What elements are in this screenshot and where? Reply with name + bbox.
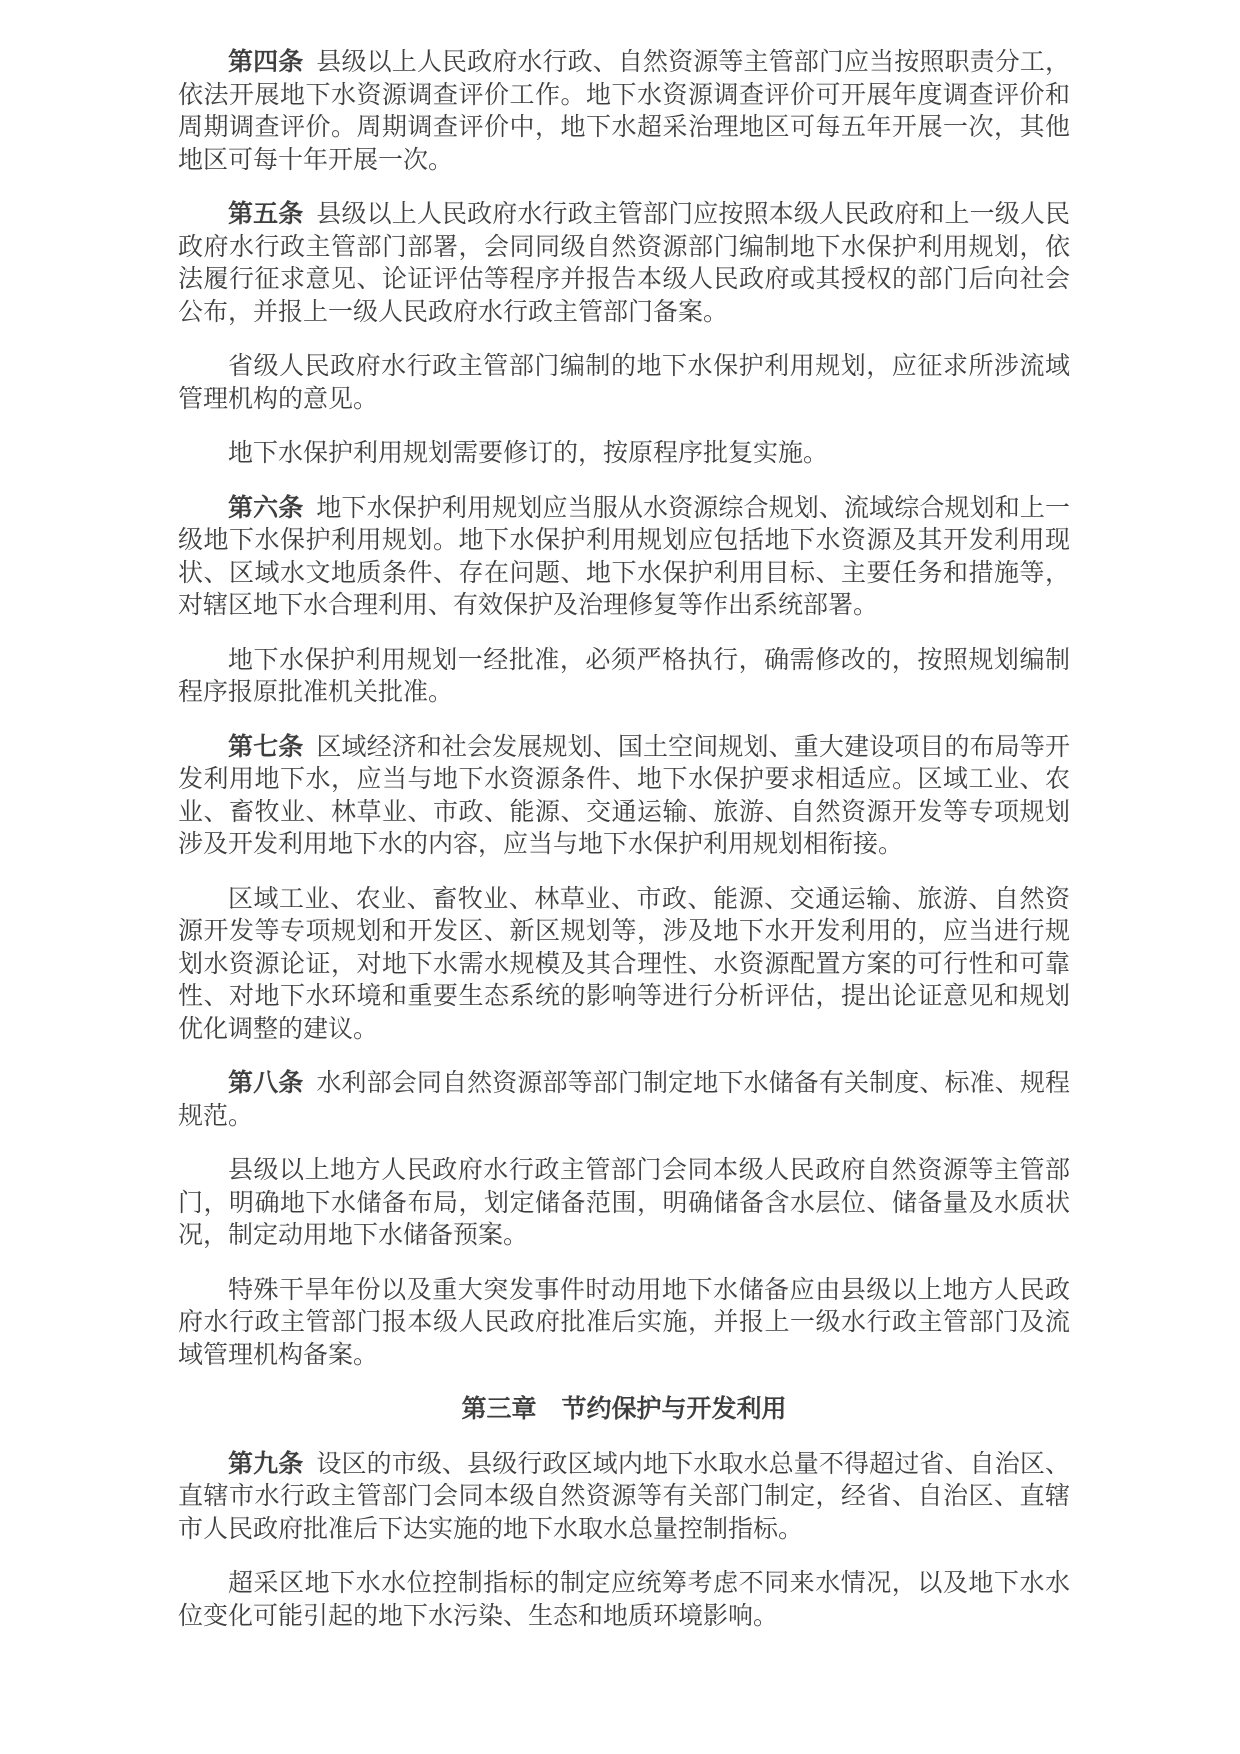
article-paragraph-6 — [178, 493, 1070, 623]
paragraph-text: 设区的市级、县级行政区域内地下水取水总量不得超过省、自治区、直辖市水行政主管部门会同本级自然资源等有关部门制定，经省、自治区、直辖市人民政府批准后下达实施的地下水取水总量控制指标。 — [178, 1450, 1070, 1543]
paragraph-text: 地下水保护利用规划一经批准，必须严格执行，确需修改的，按照规划编制程序报原批准机关批准。 — [178, 646, 1070, 706]
article-number: 第八条 — [228, 1070, 304, 1097]
paragraph-text: 县级以上人民政府水行政主管部门应按照本级人民政府和上一级人民政府水行政主管部门部署，会同同级自然资源部门编制地下水保护利用规划，依法履行征求意见、论证评估等程序并报告本级人民政府或其授权的部门后向社会公布，并报上一级人民政府水行政主管部门备案。 — [178, 201, 1070, 326]
body-paragraph — [178, 351, 1070, 416]
body-paragraph — [178, 438, 1070, 471]
paragraph-text: 县级以上地方人民政府水行政主管部门会同本级人民政府自然资源等主管部门，明确地下水储备布局，划定储备范围，明确储备含水层位、储备量及水质状况，制定动用地下水储备预案。 — [178, 1157, 1070, 1249]
paragraph-text: 省级人民政府水行政主管部门编制的地下水保护利用规划，应征求所涉流域管理机构的意见。 — [178, 353, 1070, 413]
article-number: 第九条 — [228, 1450, 304, 1478]
body-paragraph — [178, 645, 1070, 710]
body-paragraph — [178, 884, 1070, 1047]
paragraph-text: 特殊干旱年份以及重大突发事件时动用地下水储备应由县级以上地方人民政府水行政主管部门报本级人民政府批准后实施，并报上一级水行政主管部门及流域管理机构备案。 — [178, 1276, 1070, 1369]
body-paragraph — [178, 1155, 1070, 1253]
chapter-heading: 第三章 节约保护与开发利用 — [461, 1396, 787, 1423]
paragraph-text: 区域工业、农业、畜牧业、林草业、市政、能源、交通运输、旅游、自然资源开发等专项规划和开发区、新区规划等，涉及地下水开发利用的，应当进行规划水资源论证，对地下水需水规模及其合理性、水资源配置方案的可行性和可靠性、对地下水环境和重要生态系统的影响等进行分析评估，提出论证意见和规划优化调整的建议。 — [178, 885, 1070, 1043]
paragraph-text: 超采区地下水水位控制指标的制定应统筹考虑不同来水情况，以及地下水水位变化可能引起的地下水污染、生态和地质环境影响。 — [178, 1570, 1070, 1630]
article-paragraph-9 — [178, 1449, 1070, 1547]
article-number: 第五条 — [228, 201, 304, 228]
body-paragraph — [178, 1568, 1070, 1633]
article-number: 第七条 — [228, 733, 304, 761]
article-number: 第四条 — [228, 49, 304, 76]
paragraph-text: 县级以上人民政府水行政、自然资源等主管部门应当按照职责分工，依法开展地下水资源调查评价工作。地下水资源调查评价可开展年度调查评价和周期调查评价。周期调查评价中，地下水超采治理地区可每五年开展一次，其他地区可每十年开展一次。 — [178, 49, 1070, 174]
paragraph-text: 地下水保护利用规划需要修订的，按原程序批复实施。 — [228, 440, 829, 467]
article-paragraph-8 — [178, 1068, 1070, 1133]
paragraph-text: 区域经济和社会发展规划、国土空间规划、重大建设项目的布局等开发利用地下水，应当与地下水资源条件、地下水保护要求相适应。区域工业、农业、畜牧业、林草业、市政、能源、交通运输、旅游、自然资源开发等专项规划涉及开发利用地下水的内容，应当与地下水保护利用规划相衔接。 — [178, 733, 1070, 858]
article-paragraph-7 — [178, 732, 1070, 862]
paragraph-text: 地下水保护利用规划应当服从水资源综合规划、流域综合规划和上一级地下水保护利用规划。地下水保护利用规划应包括地下水资源及其开发利用现状、区域水文地质条件、存在问题、地下水保护利用目标、主要任务和措施等，对辖区地下水合理利用、有效保护及治理修复等作出系统部署。 — [178, 494, 1070, 619]
article-number: 第六条 — [228, 494, 304, 522]
paragraph-text: 水利部会同自然资源部等部门制定地下水储备有关制度、标准、规程规范。 — [178, 1070, 1070, 1130]
article-paragraph-5 — [178, 199, 1070, 329]
article-paragraph-4 — [178, 47, 1070, 177]
body-paragraph — [178, 1275, 1070, 1373]
